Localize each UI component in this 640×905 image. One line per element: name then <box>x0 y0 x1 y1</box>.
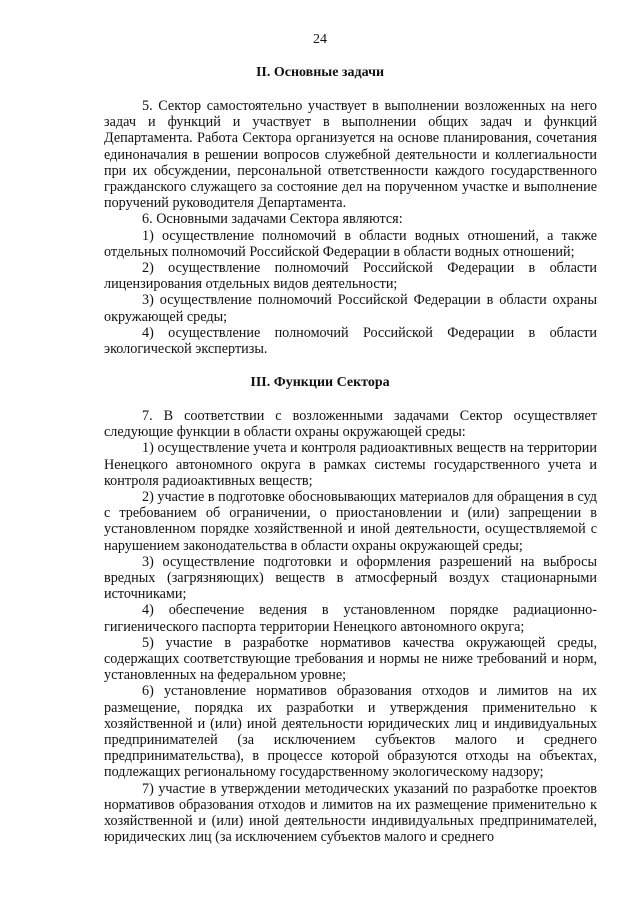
paragraph-5: 5. Сектор самостоятельно участвует в выполнении возложенных на него задач и функций и участвует в выполнении общих задач и функций Департамента. Работа Сектора организуется на основе планирования, сочетания единоначалия в решении вопросов служебной деятельности и коллегиальности при их обсуждении, персональной ответственности каждого государственного гражданского служащего за состояние дел на порученном участке и выполнение поручений руководителя Департамента. <box>104 98 597 212</box>
paragraph-7-item-4: 4) обеспечение ведения в установленном порядке радиационно-гигиенического паспорта территории Ненецкого автономного округа; <box>104 602 597 635</box>
page-number: 24 <box>313 32 327 47</box>
paragraph-6-item-2: 2) осуществление полномочий Российской Федерации в области лицензирования отдельных видов деятельности; <box>104 260 597 293</box>
paragraph-7-item-6: 6) установление нормативов образования отходов и лимитов на их размещение, порядка их разработки и утверждения применительно к хозяйственной и (или) иной деятельности юридических лиц и индивидуальных предпринимателей (за исключением субъектов малого и среднего предпринимательства), в процессе которой образуются отходы на объектах, подлежащих региональному государственному экологическому надзору; <box>104 683 597 781</box>
paragraph-6: 6. Основными задачами Сектора являются: <box>142 211 403 228</box>
section-heading-main-tasks: II. Основные задачи <box>255 65 385 80</box>
paragraph-7: 7. В соответствии с возложенными задачами Сектор осуществляет следующие функции в области охраны окружающей среды: <box>104 408 597 441</box>
section-main-tasks-body <box>104 98 597 357</box>
section-heading-functions: III. Функции Сектора <box>250 375 390 390</box>
paragraph-7-item-3: 3) осуществление подготовки и оформления разрешений на выбросы вредных (загрязняющих) веществ в атмосферный воздух стационарными источниками; <box>104 553 597 603</box>
paragraph-7-item-5: 5) участие в разработке нормативов качества окружающей среды, содержащих соответствующие требования и нормы не ниже требований и норм, установленных на федеральном уровне; <box>104 634 597 684</box>
paragraph-7-item-1: 1) осуществление учета и контроля радиоактивных веществ на территории Ненецкого автономного округа в рамках системы государственного учета и контроля радиоактивных веществ; <box>104 440 597 489</box>
paragraph-6-item-3: 3) осуществление полномочий Российской Федерации в области охраны окружающей среды; <box>104 292 597 325</box>
paragraph-7-item-2: 2) участие в подготовке обосновывающих материалов для обращения в суд с требованием об ограничении, о приостановлении и (или) запрещении в установленном порядке хозяйственной и иной деятельности, осуществляемой с нарушением законодательства в области охраны окружающей среды; <box>104 489 597 554</box>
paragraph-6-item-4: 4) осуществление полномочий Российской Федерации в области экологической экспертизы. <box>104 324 597 358</box>
paragraph-6-item-1: 1) осуществление полномочий в области водных отношений, а также отдельных полномочий Российской Федерации в области водных отношений; <box>104 227 597 260</box>
section-functions-body <box>104 408 597 845</box>
paragraph-7-item-7: 7) участие в утверждении методических указаний по разработке проектов нормативов образования отходов и лимитов на их размещение применительно к хозяйственной и (или) иной деятельности индивидуальных предпринимателей, юридических лиц (за исключением субъектов малого и среднего <box>104 780 597 846</box>
